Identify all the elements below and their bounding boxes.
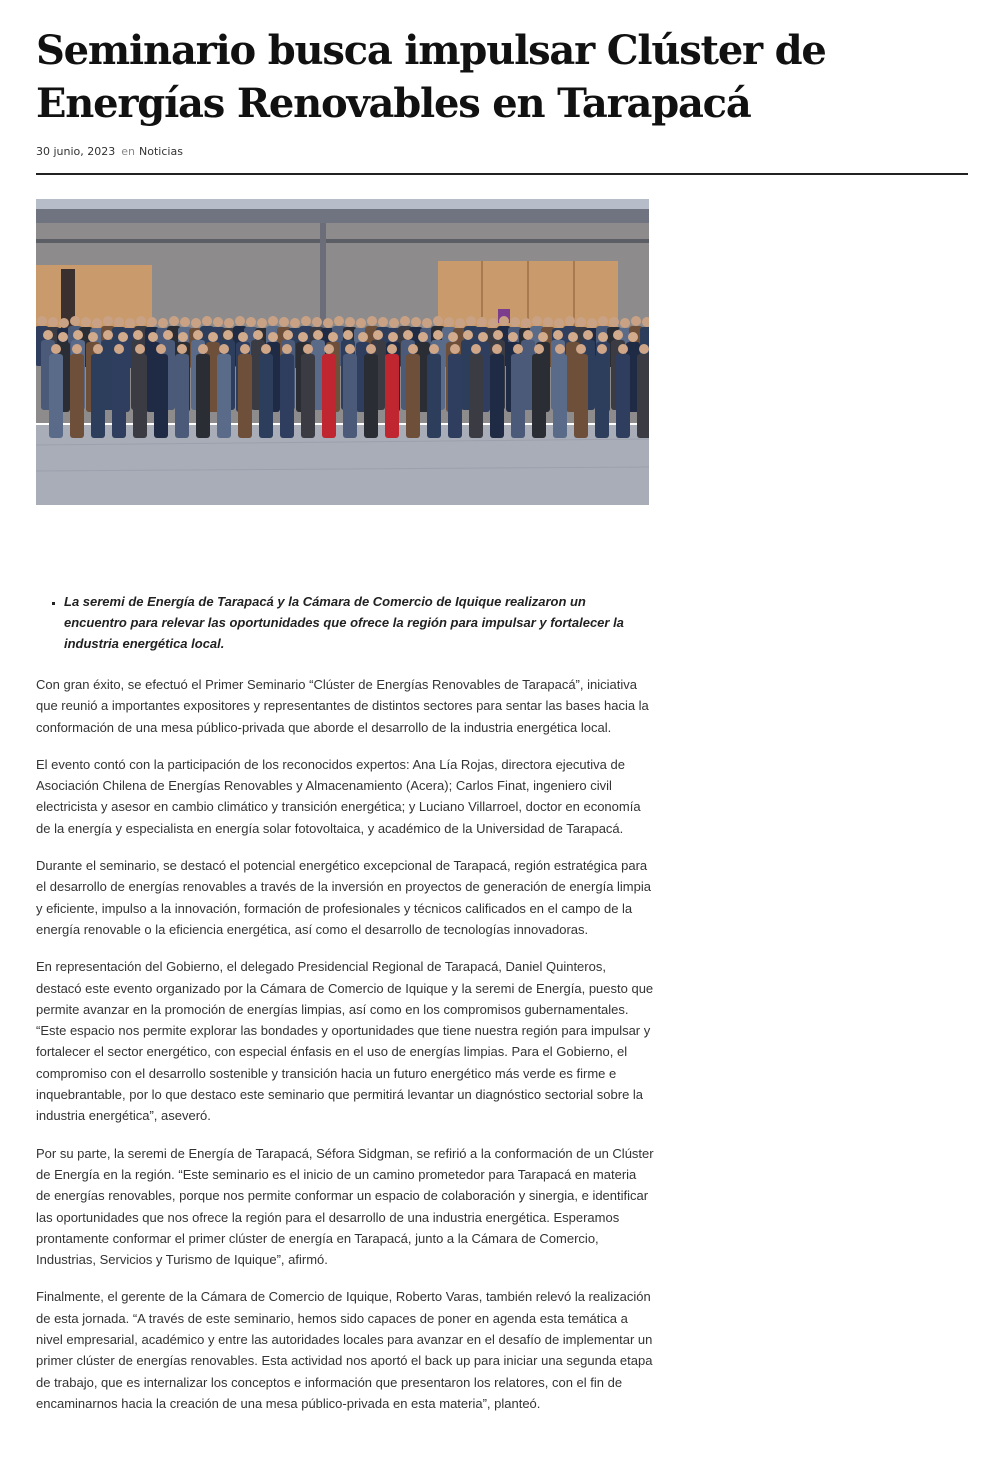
article-title: Seminario busca impulsar Clúster de Energías Renovables en Tarapacá (36, 27, 826, 127)
highlights-list (36, 591, 649, 654)
paragraph: Con gran éxito, se efectuó el Primer Seminario “Clúster de Energías Renovables de Tarapacá”, iniciativa que reunió a importantes expositores y representantes de distintos sectores para sentar las bases hacia la conformación de una mesa público-privada que aborde el desarrollo de la industria energética local. (36, 677, 649, 735)
group-photo-image (36, 199, 649, 505)
paragraph: Durante el seminario, se destacó el potencial energético excepcional de Tarapacá, región estratégica para el desarrollo de energías renovables a través de la inversión en proyectos de generación de energía limpia y eficiente, impulso a la innovación, formación de profesionales y técnicos calificados en el campo de la energía renovable o la eficiencia energética, así como el desarrollo de tecnologías innovadoras. (36, 858, 651, 937)
article-date[interactable]: 30 junio, 2023 (36, 145, 116, 158)
article-body (36, 674, 654, 1430)
article-meta (36, 145, 183, 158)
category-link[interactable]: Noticias (139, 145, 183, 158)
title-divider (36, 173, 968, 175)
paragraph: Finalmente, el gerente de la Cámara de Comercio de Iquique, Roberto Varas, también relevó la realización de esta jornada. “A través de este seminario, hemos sido capaces de poner en agenda esta temática a nivel empresarial, académico y entre las autoridades locales para avanzar en el desafío de implementar un primer clúster de energías renovables. Esta actividad nos aportó el back up para iniciar una segunda etapa de trabajo, que es internalizar los conceptos e información que presentaron los relatores, con el fin de encaminarnos hacia la creación de una mesa público-privada en esta materia”, planteó. (36, 1289, 653, 1411)
roof-beam (36, 209, 649, 223)
article-photo (36, 199, 649, 505)
paragraph: En representación del Gobierno, el delegado Presidencial Regional de Tarapacá, Daniel Quinteros, destacó este evento organizado por la Cámara de Comercio de Iquique y la seremi de Energía, puesto que permite avanzar en la promoción de energías limpias, así como en los compromisos gubernamentales. “Este espacio nos permite explorar las bondades y oportunidades que tiene nuestra región para impulsar y fortalecer el sector energético, con especial énfasis en el uso de energías limpias. Para el Gobierno, el compromiso con el desarrollo sostenible y transición hacia un futuro energético más verde es firme e inquebrantable, por lo que destaco este seminario que permitirá levantar un diagnóstico sectorial sobre la industria energética”, aseveró. (36, 959, 654, 1124)
paragraph: El evento contó con la participación de los reconocidos expertos: Ana Lía Rojas, directora ejecutiva de Asociación Chilena de Energías Renovables y Almacenamiento (Acera); Carlos Finat, ingeniero civil electricista y asesor en cambio climático y transición energética; y Luciano Villarroel, doctor en economía de la energía y especialista en energía solar fotovoltaica, y académico de la Universidad de Tarapacá. (36, 756, 641, 836)
highlight-item: ▪ La seremi de Energía de Tarapacá y la Cámara de Comercio de Iquique realizaron un encuentro para relevar las oportunidades que ofrece la región para impulsar y fortalecer la industria energética local. (64, 591, 649, 654)
paragraph: Por su parte, la seremi de Energía de Tarapacá, Séfora Sidgman, se refirió a la conformación de un Clúster de Energía en la región. “Este seminario es el inicio de un camino prometedor para Tarapacá en materia de energías renovables, porque nos permite conformar un espacio de colaboración y sinergia, e identificar las oportunidades que nos ofrece la región para el desarrollo de una industria energética. Esperamos prontamente conformar el primer clúster de energía en Tarapacá, junto a la Cámara de Comercio, Industrias, Servicios y Turismo de Iquique”, afirmó. (36, 1145, 654, 1268)
category-prefix: en (121, 145, 136, 158)
